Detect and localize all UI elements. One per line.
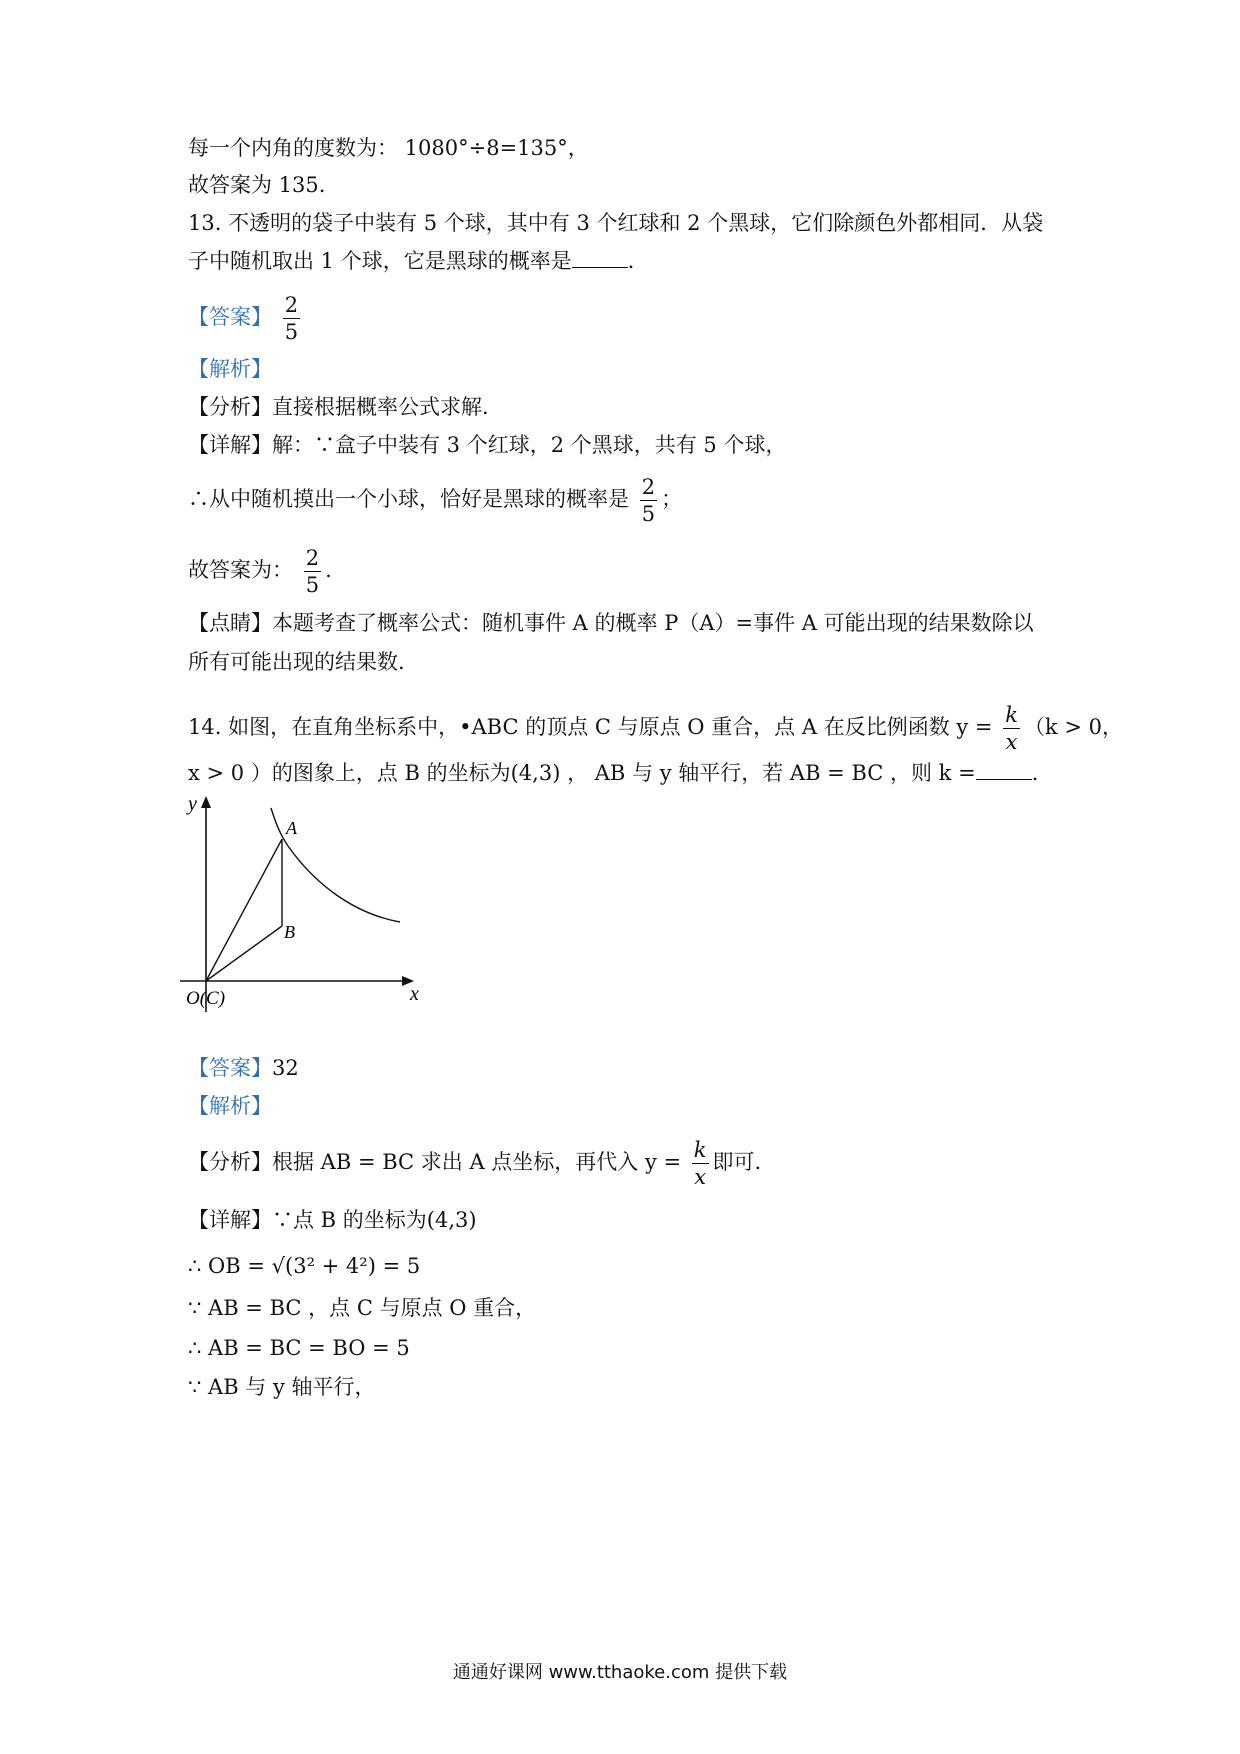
comment-row-cont: 所有可能出现的结果数. <box>188 650 405 674</box>
fraction-numerator: k <box>693 1138 707 1162</box>
coordinate-figure <box>180 790 450 1025</box>
point-B-label: B <box>284 922 295 942</box>
answer-value: 32 <box>272 1056 299 1080</box>
question-14-stem <box>188 702 1123 755</box>
answer-row <box>188 1053 299 1083</box>
segment-BO <box>206 926 282 981</box>
answer-blank <box>976 759 1032 780</box>
analysis-row <box>188 1137 761 1190</box>
stem-end: ． <box>627 249 649 273</box>
question-14-stem-cont <box>188 758 1053 788</box>
fraction-denominator: x <box>692 1163 709 1190</box>
comment-row <box>188 608 1034 638</box>
therefore-end: ； <box>661 487 683 511</box>
answer-blank <box>572 247 628 268</box>
y-axis-arrow-icon <box>201 796 211 808</box>
fraction-numerator: 2 <box>284 293 299 317</box>
comment-text: 本题考查了概率公式：随机事件 A 的概率 P（A）=事件 A 可能出现的结果数除以 <box>272 611 1034 635</box>
page-footer: 通通好课网 www.tthaoke.com 提供下载 <box>452 1662 788 1683</box>
fraction-denominator: x <box>1003 728 1020 755</box>
final-text: 故答案为： <box>188 558 293 582</box>
fraction-denominator: 5 <box>305 573 320 597</box>
probability-fraction <box>640 474 657 527</box>
answer-row <box>188 292 304 345</box>
therefore-row <box>188 474 682 527</box>
stem-text: 子中随机取出 1 个球，它是黑球的概率是 <box>188 249 572 273</box>
text-line: 故答案为 135. <box>188 173 326 197</box>
segment-OA <box>206 839 282 981</box>
jiexi-tag: 【解析】 <box>188 1094 272 1118</box>
detail-row <box>188 1205 477 1235</box>
stem-text: （k > 0， <box>1023 715 1123 739</box>
analysis-row <box>188 392 503 422</box>
therefore-text: ∴从中随机摸出一个小球，恰好是黑球的概率是 <box>188 487 629 511</box>
final-answer-row <box>188 545 332 598</box>
jiexi-tag: 【解析】 <box>188 357 272 381</box>
fraction-denominator: 5 <box>284 320 299 344</box>
step-line: ∵ AB = BC ，点 C 与原点 O 重合， <box>188 1296 537 1320</box>
analysis-text: 根据 AB = BC 求出 A 点坐标，再代入 y = <box>272 1150 682 1174</box>
stem-text: 14. 如图，在直角坐标系中， <box>188 715 460 739</box>
x-label: x <box>410 983 419 1005</box>
stem-end: ． <box>1031 761 1053 785</box>
detail-row <box>188 430 786 460</box>
question-13-stem: 13. 不透明的袋子中装有 5 个球，其中有 3 个红球和 2 个黑球，它们除颜色外都相同．从袋 <box>188 211 1044 235</box>
point-A-label: A <box>286 818 297 838</box>
analysis-end: 即可. <box>712 1150 762 1174</box>
fraction-numerator: 2 <box>305 546 320 570</box>
step-line: ∴ AB = BC = BO = 5 <box>188 1336 410 1360</box>
triangle-symbol: • <box>459 715 472 739</box>
stem-text: x > 0 ）的图象上，点 B 的坐标为(4,3) ， AB 与 y 轴平行，若 AB = BC ，则 k = <box>188 761 976 785</box>
y-label: y <box>188 793 197 815</box>
analysis-tag: 【分析】 <box>188 395 272 419</box>
comment-tag: 【点睛】 <box>188 611 272 635</box>
detail-tag: 【详解】 <box>188 433 272 457</box>
answer-tag: 【答案】 <box>188 305 272 329</box>
analysis-text: 直接根据概率公式求解． <box>272 395 503 419</box>
fraction-denominator: 5 <box>641 502 656 526</box>
detail-text: ∵点 B 的坐标为(4,3) <box>272 1208 477 1232</box>
question-13-stem-cont <box>188 246 649 276</box>
fraction-numerator: 2 <box>641 475 656 499</box>
final-end: . <box>325 558 332 582</box>
detail-tag: 【详解】 <box>188 1208 272 1232</box>
step-line: ∴ OB = √(3² + 4²) = 5 <box>188 1254 421 1278</box>
detail-text: 解：∵盒子中装有 3 个红球，2 个黑球，共有 5 个球， <box>272 433 787 457</box>
answer-fraction <box>283 292 300 345</box>
stem-text: ABC 的顶点 C 与原点 O 重合，点 A 在反比例函数 y = <box>471 715 993 739</box>
function-fraction <box>692 1137 709 1190</box>
origin-label: O(C) <box>186 988 226 1009</box>
fraction-numerator: k <box>1005 703 1018 727</box>
step-line: ∵ AB 与 y 轴平行， <box>188 1375 376 1399</box>
text-line: 每一个内角的度数为： 1080°÷8=135°， <box>188 136 589 160</box>
final-fraction <box>304 545 321 598</box>
analysis-tag: 【分析】 <box>188 1150 272 1174</box>
function-fraction <box>1003 702 1020 755</box>
answer-tag: 【答案】 <box>188 1056 272 1080</box>
